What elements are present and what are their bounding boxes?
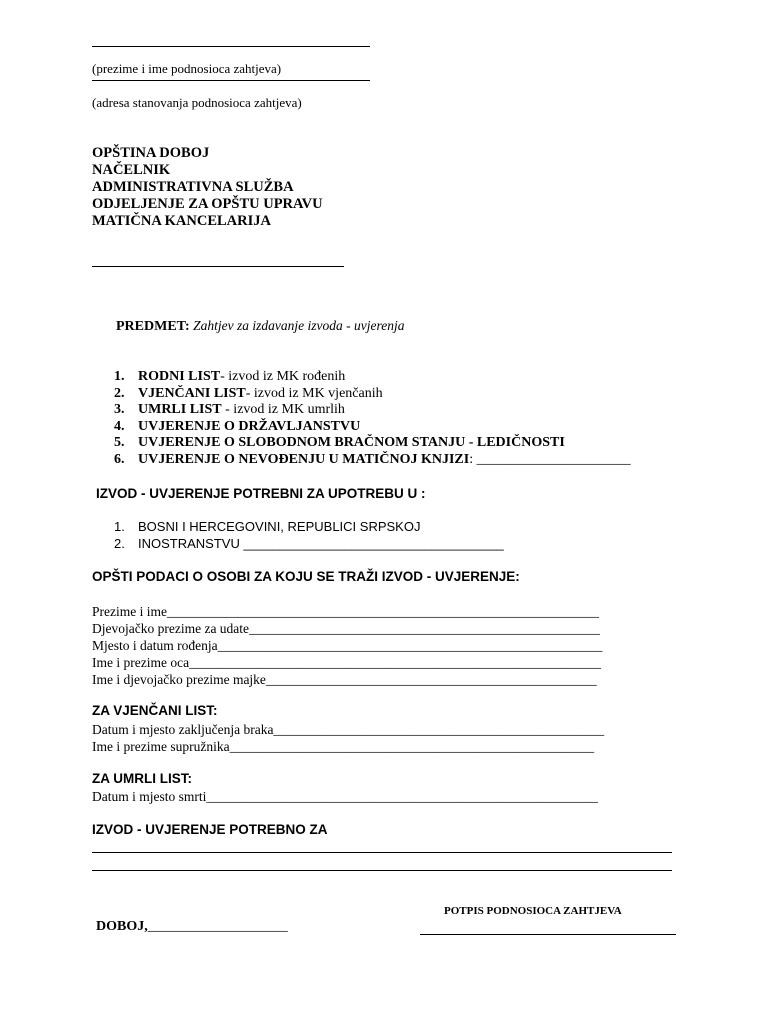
marriage-heading: ZA VJENČANI LIST:: [92, 703, 218, 718]
general-info-heading: OPŠTI PODACI O OSOBI ZA KOJU SE TRAŽI IZVOD - UVJERENJE:: [92, 569, 520, 584]
field-father-name[interactable]: Ime i prezime oca_____________________________________________________________: [92, 655, 601, 670]
marriage-fields: [92, 721, 604, 755]
applicant-name-caption: (prezime i ime podnosioca zahtjeva): [92, 61, 282, 76]
recipient-line-1: OPŠTINA DOBOJ: [92, 145, 210, 161]
document-type-list: [114, 369, 631, 468]
date-blank[interactable]: ____________________: [147, 919, 288, 934]
recipient-line-5: MATIČNA KANCELARIJA: [92, 213, 271, 229]
recipient-line-3: ADMINISTRATIVNA SLUŽBA: [92, 179, 294, 195]
usage-options-list: [114, 519, 504, 552]
field-mother-name[interactable]: Ime i djevojačko prezime majke_________________________________________________: [92, 672, 597, 687]
document-type-item[interactable]: 2. VJENČANI LIST- izvod iz MK vjenčanih: [114, 385, 383, 401]
field-maiden-name[interactable]: Djevojačko prezime za udate____________________________________________________: [92, 621, 601, 636]
applicant-address-caption: (adresa stanovanja podnosioca zahtjeva): [92, 95, 302, 110]
recipient-line-2: NAČELNIK: [92, 162, 171, 178]
death-fields: [92, 788, 598, 805]
recipient-block: [92, 145, 323, 230]
purpose-line-2[interactable]: [92, 870, 672, 871]
place-date-row: [96, 919, 288, 935]
usage-option-item[interactable]: 1. BOSNI I HERCEGOVINI, REPUBLICI SRPSKOJ: [114, 519, 421, 534]
field-marriage-date-place[interactable]: Datum i mjesto zaključenja braka_________________________________________________: [92, 722, 605, 737]
applicant-address-line[interactable]: [92, 80, 370, 81]
applicant-name-line[interactable]: [92, 46, 370, 47]
document-type-item[interactable]: 1. RODNI LIST- izvod iz MK rođenih: [114, 369, 346, 384]
general-info-fields: [92, 603, 602, 688]
document-type-item[interactable]: 3. UMRLI LIST - izvod iz MK umrlih: [114, 402, 345, 417]
document-type-item[interactable]: 5. UVJERENJE O SLOBODNOM BRAČNOM STANJU - LEDIČNOSTI: [114, 435, 565, 450]
field-death-date-place[interactable]: Datum i mjesto smrti__________________________________________________________: [92, 789, 598, 804]
recipient-line-4: ODJELJENJE ZA OPŠTU UPRAVU: [92, 196, 323, 212]
field-birth-place-date[interactable]: Mjesto i datum rođenja_________________________________________________________: [92, 638, 603, 653]
signature-line[interactable]: [420, 934, 676, 935]
usage-heading: IZVOD - UVJERENJE POTREBNI ZA UPOTREBU U :: [96, 486, 426, 501]
subject-row: [116, 318, 404, 335]
reference-number-line[interactable]: [92, 266, 344, 267]
death-heading: ZA UMRLI LIST:: [92, 771, 192, 786]
subject-text: Zahtjev za izdavanje izvoda - uvjerenja: [193, 318, 405, 333]
subject-label: PREDMET:: [116, 319, 190, 334]
signature-label: POTPIS PODNOSIOCA ZAHTJEVA: [444, 905, 622, 917]
place-label: DOBOJ,: [96, 919, 148, 934]
document-type-item[interactable]: 6. UVJERENJE O NEVOĐENJU U MATIČNOJ KNJIZI: ______________________: [114, 451, 631, 467]
field-surname-name[interactable]: Prezime i ime________________________________________________________________: [92, 604, 599, 619]
usage-option-item[interactable]: 2. INOSTRANSTVU ____________________________________: [114, 535, 504, 551]
field-spouse-name[interactable]: Ime i prezime supružnika______________________________________________________: [92, 739, 595, 754]
purpose-heading: IZVOD - UVJERENJE POTREBNO ZA: [92, 822, 328, 837]
purpose-line-1[interactable]: [92, 852, 672, 853]
document-type-item[interactable]: 4. UVJERENJE O DRŽAVLJANSTVU: [114, 418, 361, 434]
